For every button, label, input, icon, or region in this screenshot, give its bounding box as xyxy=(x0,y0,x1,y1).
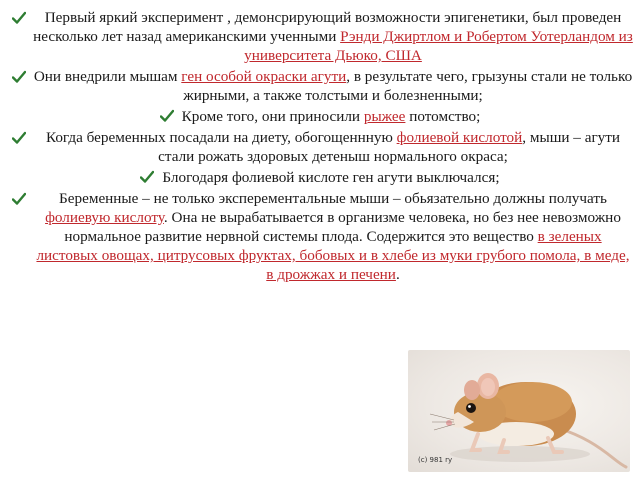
checkmark-icon xyxy=(140,170,154,184)
bullet-item-2 xyxy=(6,67,634,105)
bullet-text: потомство; xyxy=(405,108,481,125)
bullet-text: Первый яркий эксперимент , демонсрирующий возможности эпигенетики, был проведен несколько лет назад американскими ученными xyxy=(33,9,622,45)
bullet-text: Блогодаря фолиевой кислоте ген агути выключался; xyxy=(162,169,500,186)
food-sources-link[interactable]: в зеленых листовых овощах, цитрусовых фруктах, бобовых и в хлебе из муки грубого помола, в меде, в дрожжах и печени xyxy=(36,228,630,283)
bullet-text: Кроме того, они приносили xyxy=(181,108,364,125)
bullet-list xyxy=(6,8,634,286)
checkmark-icon xyxy=(12,131,26,145)
bullet-text: , мыши – агути стали рожать здоровых детеныш нормального окраса; xyxy=(158,129,621,165)
checkmark-icon xyxy=(160,109,174,123)
bullet-text: Когда беременных посадали на диету, обогощеннную xyxy=(45,129,397,146)
folic-acid-link[interactable]: фолиевой кислотой xyxy=(396,129,523,146)
bullet-item-3 xyxy=(6,107,634,126)
checkmark-icon xyxy=(12,11,26,25)
agouti-gene-link[interactable]: ген особой окраски агути xyxy=(181,68,347,85)
bullet-text: Беременные – не только эксперементальные мыши – обьязательно должны получать xyxy=(59,190,607,207)
bullet-item-1 xyxy=(6,8,634,65)
checkmark-icon xyxy=(12,192,26,206)
checkmark-icon xyxy=(12,70,26,84)
mouse-illustration xyxy=(408,350,630,472)
ginger-link[interactable]: рыжее xyxy=(363,108,406,125)
bullet-text: , в результате чего, грызуны стали не только жирными, а также толстыми и болезненными; xyxy=(183,68,633,104)
bullet-item-4 xyxy=(6,128,634,166)
photo-credit: (c) 981 ry xyxy=(418,456,453,464)
bullet-text: . xyxy=(395,266,400,283)
mouse-photo xyxy=(408,350,630,472)
bullet-text: . Она не вырабатывается в организме человека, но без нее невозможно нормальное развитие нервной системы плода. Содержится это вещество xyxy=(64,209,621,245)
bullet-item-6 xyxy=(6,189,634,284)
folic-acid-link-2[interactable]: фолиевую кислоту xyxy=(45,209,164,226)
bullet-text: Они внедрили мышам xyxy=(33,68,182,85)
researchers-link[interactable]: Рэнди Джиртлом и Робертом Уотерландом из университета Дьюко, США xyxy=(244,28,633,64)
bullet-item-5 xyxy=(6,168,634,187)
